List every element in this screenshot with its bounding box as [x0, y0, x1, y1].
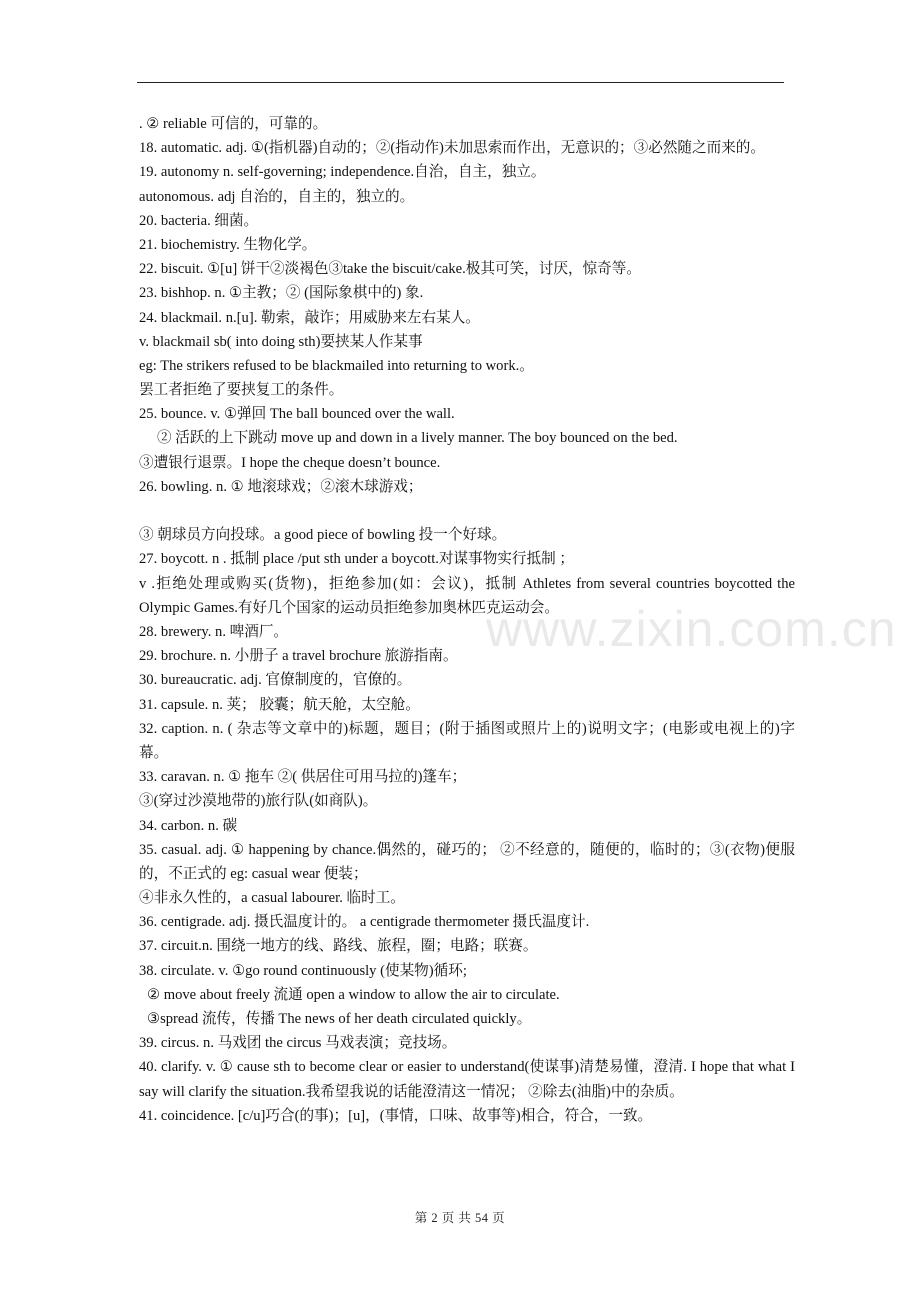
text-line: ③遭银行退票。I hope the cheque doesn’t bounce.: [139, 454, 441, 471]
text-line: 25. bounce. v. ①弹回 The ball bounced over the wall.: [139, 406, 455, 423]
text-line: 39. circus. n. 马戏团 the circus 马戏表演；竞技场。: [139, 1035, 457, 1052]
text-line: v. blackmail sb( into doing sth)要挟某人作某事: [139, 333, 423, 350]
text-line: 22. biscuit. ①[u] 饼干②淡褐色③take the biscuit/cake.极其可笑，讨厌，惊奇等。: [139, 261, 641, 278]
text-line: 37. circuit.n. 围绕一地方的线、路线、旅程，圈；电路；联赛。: [139, 938, 538, 955]
text-line: 30. bureaucratic. adj. 官僚制度的，官僚的。: [139, 672, 412, 689]
watermark: www.zixin.com.cn: [486, 601, 897, 657]
text-line: . ② reliable 可信的，可靠的。: [139, 116, 328, 132]
text-line: 33. caravan. n. ① 拖车 ②( 供居住可用马拉的)篷车；: [139, 769, 467, 786]
text-line: ③(穿过沙漠地带的)旅行队(如商队)。: [139, 793, 378, 810]
text-line: 23. bishhop. n. ①主教；② (国际象棋中的) 象.: [139, 285, 424, 302]
text-line: ② 活跃的上下跳动 move up and down in a lively manner. The boy bounced on the bed.: [157, 430, 678, 447]
text-line: 27. boycott. n . 抵制 place /put sth under a boycott.对谋事物实行抵制 ；: [139, 551, 574, 568]
blank-line: [139, 499, 795, 523]
text-line: 18. automatic. adj. ①(指机器)自动的；②(指动作)未加思索而作出，无意识的；③必然随之而来的。: [139, 140, 765, 157]
text-line: 31. capsule. n. 荚； 胶囊；航天舱，太空舱。: [139, 696, 420, 713]
text-line: 29. brochure. n. 小册子 a travel brochure 旅游指南。: [139, 648, 458, 665]
text-line: 38. circulate. v. ①go round continuously (使某物)循环;: [139, 962, 467, 979]
document-body: [139, 112, 795, 1128]
text-line: eg: The strikers refused to be blackmailed into returning to work.。: [139, 357, 534, 374]
text-line: autonomous. adj 自治的，自主的，独立的。: [139, 188, 415, 205]
text-line: v .拒绝处理或购买(货物)，拒绝参加(如：会议)，抵制 Athletes from several countries boycotted the Olympic Games.有好几个国家的运动员拒绝参加奥林匹克运动会。: [139, 575, 795, 616]
text-line: ③spread 流传，传播 The news of her death circulated quickly。: [147, 1011, 532, 1028]
text-line: 34. carbon. n. 碳: [139, 817, 238, 834]
text-line: 21. biochemistry. 生物化学。: [139, 236, 317, 253]
text-line: ③ 朝球员方向投球。a good piece of bowling 投一个好球。: [139, 527, 507, 544]
text-line: 35. casual. adj. ① happening by chance.偶然的，碰巧的； ②不经意的，随便的，临时的；③(衣物)便服的，不正式的 eg: casual wear 便装；: [139, 841, 795, 882]
text-line: 24. blackmail. n.[u]. 勒索，敲诈；用威胁来左右某人。: [139, 309, 480, 326]
page-footer: 第 2 页 共 54 页: [414, 1211, 506, 1225]
text-line: 41. coincidence. [c/u]巧合(的事)；[u]，(事情，口味、故事等)相合，符合，一致。: [139, 1107, 653, 1124]
text-line: ② move about freely 流通 open a window to allow the air to circulate.: [147, 986, 560, 1003]
text-line: 40. clarify. v. ① cause sth to become clear or easier to understand(使谋事)清楚易懂，澄清. I hope that what I say will clarify the situation.我希望我说的话能澄清这一情况； ②除去(油脂)中的杂质。: [139, 1059, 795, 1100]
text-line: 28. brewery. n. 啤酒厂。: [139, 623, 289, 640]
text-line: ④非永久性的，a casual labourer. 临时工。: [139, 890, 405, 907]
text-line: 20. bacteria. 细菌。: [139, 212, 259, 229]
text-line: 19. autonomy n. self-governing; independence.自治，自主，独立。: [139, 164, 546, 181]
header-rule: [137, 82, 784, 83]
text-line: 26. bowling. n. ① 地滚球戏；②滚木球游戏；: [139, 478, 423, 495]
text-line: 36. centigrade. adj. 摄氏温度计的。 a centigrade thermometer 摄氏温度计.: [139, 914, 590, 931]
text-line: 32. caption. n. ( 杂志等文章中的)标题，题目；(附于插图或照片上的)说明文字；(电影或电视上的)字幕。: [139, 720, 795, 761]
text-line: 罢工者拒绝了要挟复工的条件。: [139, 382, 344, 399]
